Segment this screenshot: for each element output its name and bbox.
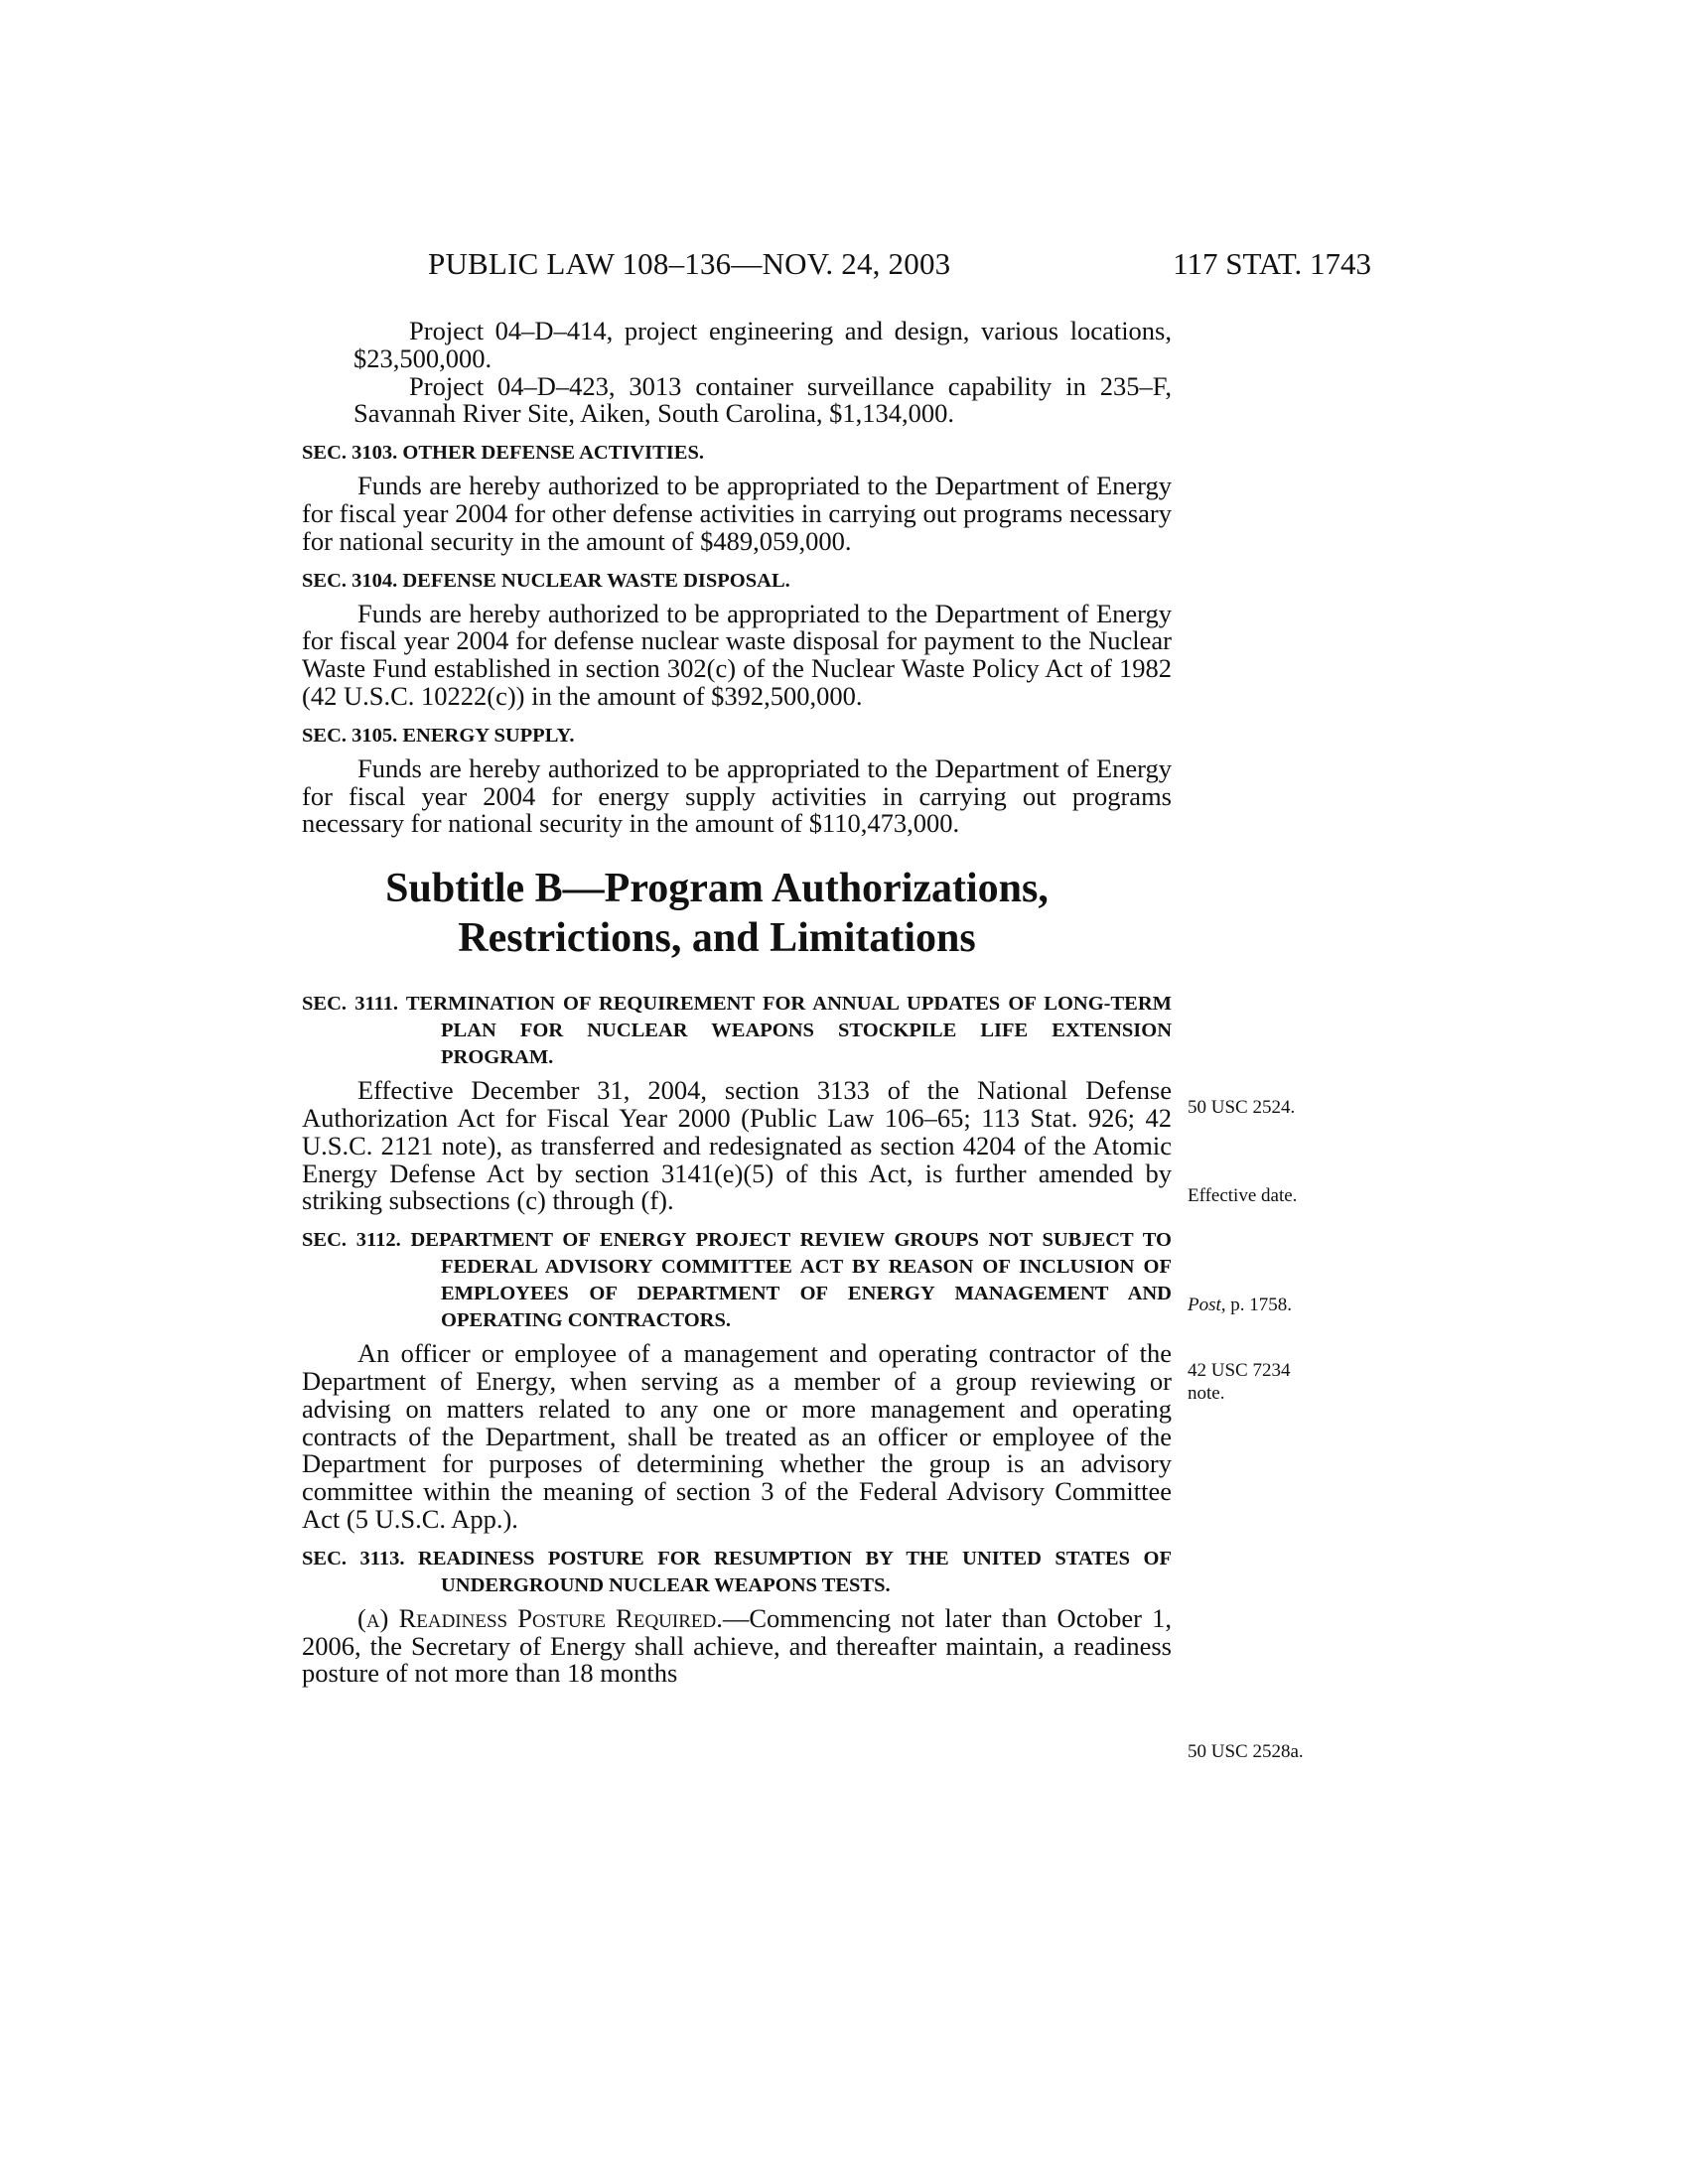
section-heading-3111: SEC. 3111. TERMINATION OF REQUIREMENT FOR ANNUAL UPDATES OF LONG-TERM PLAN FOR NUCLEAR WEAPONS STOCKPILE LIFE EXTENSION PROGRAM. bbox=[302, 993, 1172, 1069]
document-body bbox=[302, 318, 1172, 1688]
project-list bbox=[302, 318, 1172, 428]
running-title: PUBLIC LAW 108–136—NOV. 24, 2003 bbox=[428, 246, 951, 281]
section-text-3103: Funds are hereby authorized to be appropriated to the Department of Energy for fiscal year 2004 for other defense activities in carrying out programs necessary for national security in the amount of $489,059,000. bbox=[302, 471, 1172, 556]
section-heading-3112: SEC. 3112. DEPARTMENT OF ENERGY PROJECT REVIEW GROUPS NOT SUBJECT TO FEDERAL ADVISORY COMMITTEE ACT BY REASON OF INCLUSION OF EMPLOYEES OF DEPARTMENT OF ENERGY MANAGEMENT AND OPERATING CONTRACTORS. bbox=[302, 1229, 1172, 1332]
margin-note-usc-7234 bbox=[1188, 1359, 1366, 1405]
section-text-3104: Funds are hereby authorized to be appropriated to the Department of Energy for fiscal year 2004 for defense nuclear waste disposal for payment to the Nuclear Waste Fund established in section 302(c) of the Nuclear Waste Policy Act of 1982 (42 U.S.C. 10222(c)) in the amount of $392,500,000. bbox=[302, 598, 1172, 711]
section-text-3111: Effective December 31, 2004, section 3133 of the National Defense Authorization Act for Fiscal Year 2000 (Public Law 106–65; 113 Stat. 926; 42 U.S.C. 2121 note), as transferred and redesignated as section 4204 of the Atomic Energy Defense Act by section 3141(e)(5) of this Act, is further amended by striking subsections (c) through (f). bbox=[302, 1075, 1172, 1216]
margin-note-usc-2528a: 50 USC 2528a. bbox=[1188, 1741, 1304, 1762]
page-header bbox=[428, 246, 1371, 286]
statute-page-reference: 117 STAT. 1743 bbox=[1173, 246, 1371, 281]
paragraph-label: (a) Readiness Posture Required. bbox=[357, 1602, 723, 1633]
margin-note-post bbox=[1188, 1294, 1366, 1316]
subtitle-heading bbox=[302, 864, 1172, 963]
subtitle-line-2: Restrictions, and Limitations bbox=[458, 915, 976, 962]
margin-note-post-italic: Post, bbox=[1188, 1295, 1226, 1315]
section-text-3113 bbox=[302, 1602, 1172, 1689]
section-heading-3104: SEC. 3104. DEFENSE NUCLEAR WASTE DISPOSAL. bbox=[302, 569, 790, 592]
section-heading-3103: SEC. 3103. OTHER DEFENSE ACTIVITIES. bbox=[302, 442, 704, 465]
project-item: Project 04–D–414, project engineering and design, various locations, $23,500,000. bbox=[353, 316, 1172, 373]
project-item: Project 04–D–423, 3013 container surveillance capability in 235–F, Savannah River Site, Aiken, South Carolina, $1,134,000. bbox=[353, 370, 1172, 429]
margin-note-usc-2524: 50 USC 2524. bbox=[1188, 1097, 1296, 1118]
margin-note-usc-7234-line1: 42 USC 7234 bbox=[1188, 1360, 1291, 1381]
paragraph-body: —Commencing not later than October 1, 2006, the Secretary of Energy shall achieve, and thereafter maintain, a readiness posture of not more than 18 months bbox=[302, 1602, 1172, 1689]
section-heading-3113: SEC. 3113. READINESS POSTURE FOR RESUMPTION BY THE UNITED STATES OF UNDERGROUND NUCLEAR WEAPONS TESTS. bbox=[302, 1547, 1172, 1596]
section-text-3105: Funds are hereby authorized to be appropriated to the Department of Energy for fiscal year 2004 for energy supply activities in carrying out programs necessary for national security in the amount of $110,473,000. bbox=[302, 752, 1172, 839]
margin-note-post-page: p. 1758. bbox=[1230, 1295, 1293, 1315]
section-heading-3105: SEC. 3105. ENERGY SUPPLY. bbox=[302, 724, 575, 747]
margin-note-usc-7234-line2: note. bbox=[1188, 1383, 1225, 1404]
margin-note-effective-date: Effective date. bbox=[1188, 1185, 1298, 1206]
section-text-3112: An officer or employee of a management and operating contractor of the Department of Energy, when serving as a member of a group reviewing or advising on matters related to any one or more management and operating contracts of the Department, shall be treated as an officer or employee of the Department for purposes of determining whether the group is an advisory committee within the meaning of section 3 of the Federal Advisory Committee Act (5 U.S.C. App.). bbox=[302, 1338, 1172, 1534]
subtitle-line-1: Subtitle B—Program Authorizations, bbox=[385, 866, 1049, 912]
